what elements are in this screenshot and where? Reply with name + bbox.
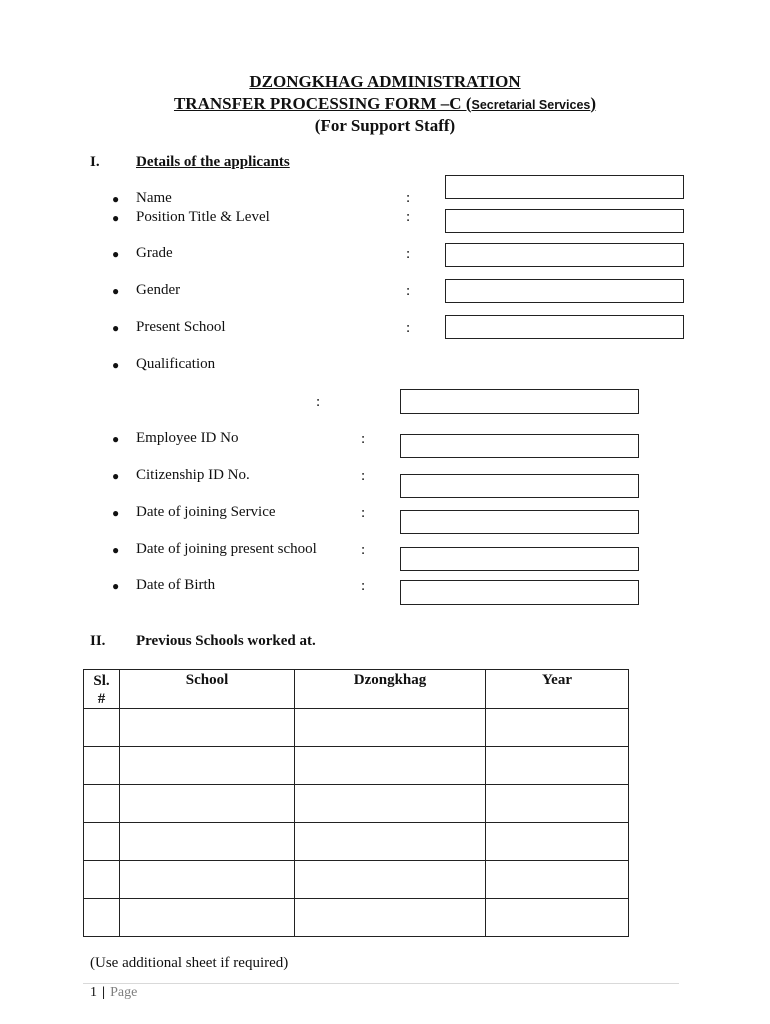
bullet-icon: ● (112, 247, 120, 261)
column-header-dzongkhag: Dzongkhag (295, 670, 486, 709)
form-header-staff-type: (For Support Staff) (314, 116, 456, 135)
table-cell[interactable] (486, 861, 629, 899)
qualification-input[interactable] (400, 389, 639, 414)
table-cell[interactable] (295, 709, 486, 747)
table-cell[interactable] (120, 709, 295, 747)
form-header-title: DZONGKHAG ADMINISTRATION (249, 72, 521, 91)
bullet-icon: ● (112, 284, 120, 298)
grade-input[interactable] (445, 243, 684, 267)
form-subtitle-close: ) (590, 94, 597, 113)
page-number: 1 (90, 985, 97, 1000)
table-cell[interactable] (84, 823, 120, 861)
form-subtitle-main: TRANSFER PROCESSING FORM –C ( (173, 94, 472, 113)
table-cell[interactable] (120, 785, 295, 823)
table-cell[interactable] (295, 785, 486, 823)
table-row (84, 899, 629, 937)
field-label-gender: Gender (136, 282, 181, 298)
table-row (84, 747, 629, 785)
table-cell[interactable] (84, 785, 120, 823)
present-school-input[interactable] (445, 315, 684, 339)
field-label-employee-id: Employee ID No (136, 430, 239, 446)
table-cell[interactable] (295, 747, 486, 785)
table-cell[interactable] (486, 709, 629, 747)
table-header-row (84, 670, 629, 709)
table-row (84, 785, 629, 823)
bullet-icon: ● (112, 506, 120, 520)
table-cell[interactable] (486, 747, 629, 785)
section1-title: Details of the applicants (136, 154, 290, 170)
table-cell[interactable] (295, 823, 486, 861)
table-cell[interactable] (120, 823, 295, 861)
field-colon: : (361, 431, 366, 447)
column-header-school: School (120, 670, 295, 709)
bullet-icon: ● (112, 469, 120, 483)
table-row (84, 861, 629, 899)
table-row (84, 709, 629, 747)
field-label-date-of-birth: Date of Birth (136, 577, 216, 593)
previous-schools-table (83, 669, 629, 937)
column-header-serial: Sl. # (84, 670, 120, 709)
field-colon: : (316, 394, 321, 410)
page-label: Page (110, 985, 138, 1000)
table-cell[interactable] (486, 785, 629, 823)
table-cell[interactable] (84, 899, 120, 937)
field-colon: : (406, 283, 411, 299)
field-colon: : (361, 578, 366, 594)
bullet-icon: ● (112, 321, 120, 335)
field-label-qualification: Qualification (136, 356, 216, 372)
table-cell[interactable] (295, 899, 486, 937)
field-label-date-joining-school: Date of joining present school (136, 541, 317, 557)
citizenship-id-input[interactable] (400, 474, 639, 498)
name-input[interactable] (445, 175, 684, 199)
field-label-citizenship-id: Citizenship ID No. (136, 467, 250, 483)
bullet-icon: ● (112, 192, 120, 206)
employee-id-input[interactable] (400, 434, 639, 458)
page-footer (90, 985, 137, 1001)
date-of-birth-input[interactable] (400, 580, 639, 605)
table-cell[interactable] (120, 899, 295, 937)
gender-input[interactable] (445, 279, 684, 303)
additional-sheet-note: (Use additional sheet if required) (90, 955, 289, 971)
table-cell[interactable] (486, 823, 629, 861)
field-label-date-joining-service: Date of joining Service (136, 504, 276, 520)
form-header-subtitle (0, 94, 770, 114)
date-joining-service-input[interactable] (400, 510, 639, 534)
field-label-name: Name (136, 190, 172, 206)
section1-number: I. (90, 154, 100, 170)
field-colon: : (406, 209, 411, 225)
field-label-present-school: Present School (136, 319, 226, 335)
table-cell[interactable] (295, 861, 486, 899)
date-joining-school-input[interactable] (400, 547, 639, 571)
bullet-icon: ● (112, 211, 120, 225)
field-colon: : (406, 246, 411, 262)
field-colon: : (406, 190, 411, 206)
bullet-icon: ● (112, 358, 120, 372)
section2-title: Previous Schools worked at. (136, 633, 316, 649)
form-subtitle-service: Secretarial Services (471, 98, 591, 112)
section2-number: II. (90, 633, 106, 649)
field-label-grade: Grade (136, 245, 173, 261)
field-label-position-title-level: Position Title & Level (136, 209, 270, 225)
table-cell[interactable] (120, 861, 295, 899)
field-colon: : (361, 505, 366, 521)
column-header-year: Year (486, 670, 629, 709)
bullet-icon: ● (112, 543, 120, 557)
position-title-level-input[interactable] (445, 209, 684, 233)
bullet-icon: ● (112, 579, 120, 593)
table-cell[interactable] (486, 899, 629, 937)
table-cell[interactable] (84, 861, 120, 899)
footer-separator: | (102, 985, 106, 1000)
bullet-icon: ● (112, 432, 120, 446)
field-colon: : (361, 468, 366, 484)
table-cell[interactable] (120, 747, 295, 785)
table-cell[interactable] (84, 709, 120, 747)
table-row (84, 823, 629, 861)
footer-divider (83, 983, 679, 984)
field-colon: : (361, 542, 366, 558)
table-cell[interactable] (84, 747, 120, 785)
field-colon: : (406, 320, 411, 336)
